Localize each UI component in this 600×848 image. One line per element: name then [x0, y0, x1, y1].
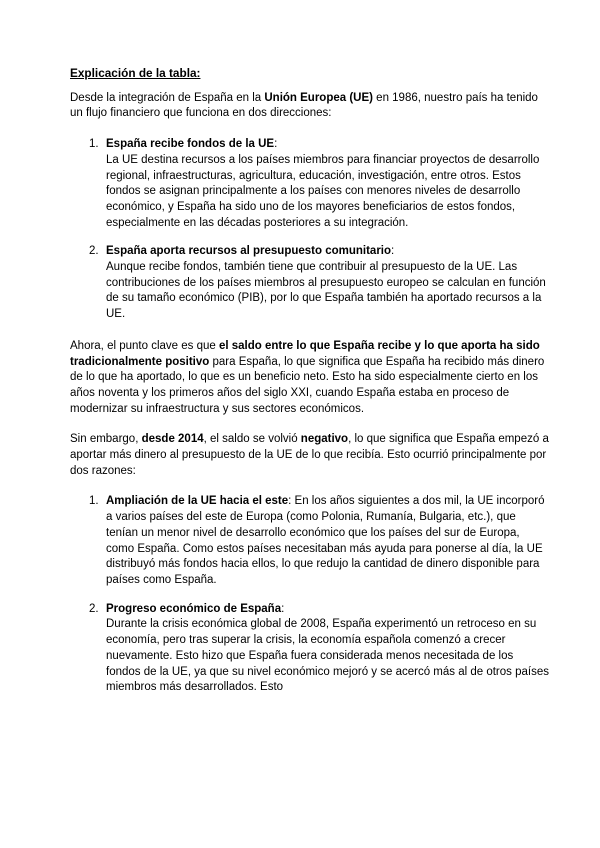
negative-text-bold-2: negativo	[300, 433, 349, 446]
list-item-content	[106, 137, 550, 231]
list-item-number: 1.	[89, 495, 99, 508]
list-item-text: Ampliación de la UE hacia el este: En los años siguientes a dos mil, la UE incorporó a varios países del este de Europa (como Polonia, Rumanía, Bulgaria, etc.), que tenían un menor nivel de desarrollo económico que los países del sur de Europa, como España. Como estos países necesitaban más ayuda para ponerse al día, la UE distribuyó más fondos hacia ellos, lo que redujo la cantidad de dinero disponible para países como España.	[106, 495, 545, 586]
balance-text-post: para España, lo que significa que España ha recibido más dinero de lo que ha aportado, lo que es un beneficio neto. Esto ha sido especialmente cierto en los años noventa y los primeros años del siglo XXI, cuando España estaba en proceso de modernizar su infraestructura y sus sectores económicos.	[70, 355, 545, 415]
flows-list	[70, 137, 550, 323]
balance-paragraph	[70, 339, 550, 418]
intro-text-pre: Desde la integración de España en la	[70, 91, 265, 104]
list-item-number: 1.	[89, 138, 99, 151]
negative-text-post: , lo que significa que España empezó a aportar más dinero al presupuesto de la UE de lo que recibía. Esto ocurrió principalmente por dos razones:	[70, 433, 549, 477]
list-item-number: 2.	[89, 245, 99, 258]
list-item	[70, 137, 550, 231]
negative-paragraph	[70, 432, 550, 479]
balance-text-bold: el saldo entre lo que España recibe y lo que aporta ha sido tradicionalmente positivo	[70, 339, 540, 368]
list-item	[70, 494, 550, 588]
list-item-content	[106, 494, 550, 588]
list-item-body: En los años siguientes a dos mil, la UE incorporó a varios países del este de Europa (como Polonia, Rumanía, Bulgaria, etc.), que tenían un menor nivel de desarrollo económico que los países del sur de Europa, como España. Como estos países necesitaban más ayuda para ponerse al día, la UE distribuyó más fondos hacia ellos, lo que redujo la cantidad de dinero disponible para países como España.	[106, 495, 545, 586]
list-item-content	[106, 244, 550, 323]
list-item-heading: España aporta recursos al presupuesto comunitario:	[106, 245, 395, 258]
intro-text-post: en 1986, nuestro país ha tenido un flujo financiero que funciona en dos direcciones:	[70, 91, 538, 120]
page-title: Explicación de la tabla:	[70, 66, 201, 80]
list-item-heading: España recibe fondos de la UE:	[106, 138, 278, 151]
negative-text-mid: , el saldo se volvió	[203, 433, 301, 446]
balance-text-pre: Ahora, el punto clave es que	[70, 339, 219, 352]
intro-text-bold: Unión Europea (UE)	[264, 91, 373, 104]
list-item-body: La UE destina recursos a los países miembros para financiar proyectos de desarrollo regional, infraestructuras, agricultura, educación, investigación, entre otros. Estos fondos se asignan principalmente a los países con menores niveles de desarrollo económico, y España ha sido uno de los mayores beneficiarios de estos fondos, especialmente en las décadas posteriores a su integración.	[106, 153, 540, 229]
list-item-number: 2.	[89, 602, 99, 615]
list-item	[70, 602, 550, 696]
list-item	[70, 244, 550, 323]
negative-text-bold-1: desde 2014	[141, 433, 204, 446]
list-item-body: Durante la crisis económica global de 2008, España experimentó un retroceso en su economía, pero tras superar la crisis, la economía española comenzó a crecer nuevamente. Esto hizo que España fuera considerada menos necesitada de los fondos de la UE, ya que su nivel económico mejoró y se acercó más al de otros países miembros más desarrollados. Esto	[106, 618, 549, 694]
list-item-heading: Progreso económico de España:	[106, 602, 285, 615]
list-item-content	[106, 602, 550, 696]
list-item-body: Aunque recibe fondos, también tiene que contribuir al presupuesto de la UE. Las contribuciones de los países miembros al presupuesto europeo se calculan en función de su tamaño económico (PIB), por lo que España también ha aportado recursos a la UE.	[106, 261, 546, 321]
reasons-list	[70, 494, 550, 695]
negative-text-pre: Sin embargo,	[70, 433, 142, 446]
intro-paragraph	[70, 91, 550, 122]
